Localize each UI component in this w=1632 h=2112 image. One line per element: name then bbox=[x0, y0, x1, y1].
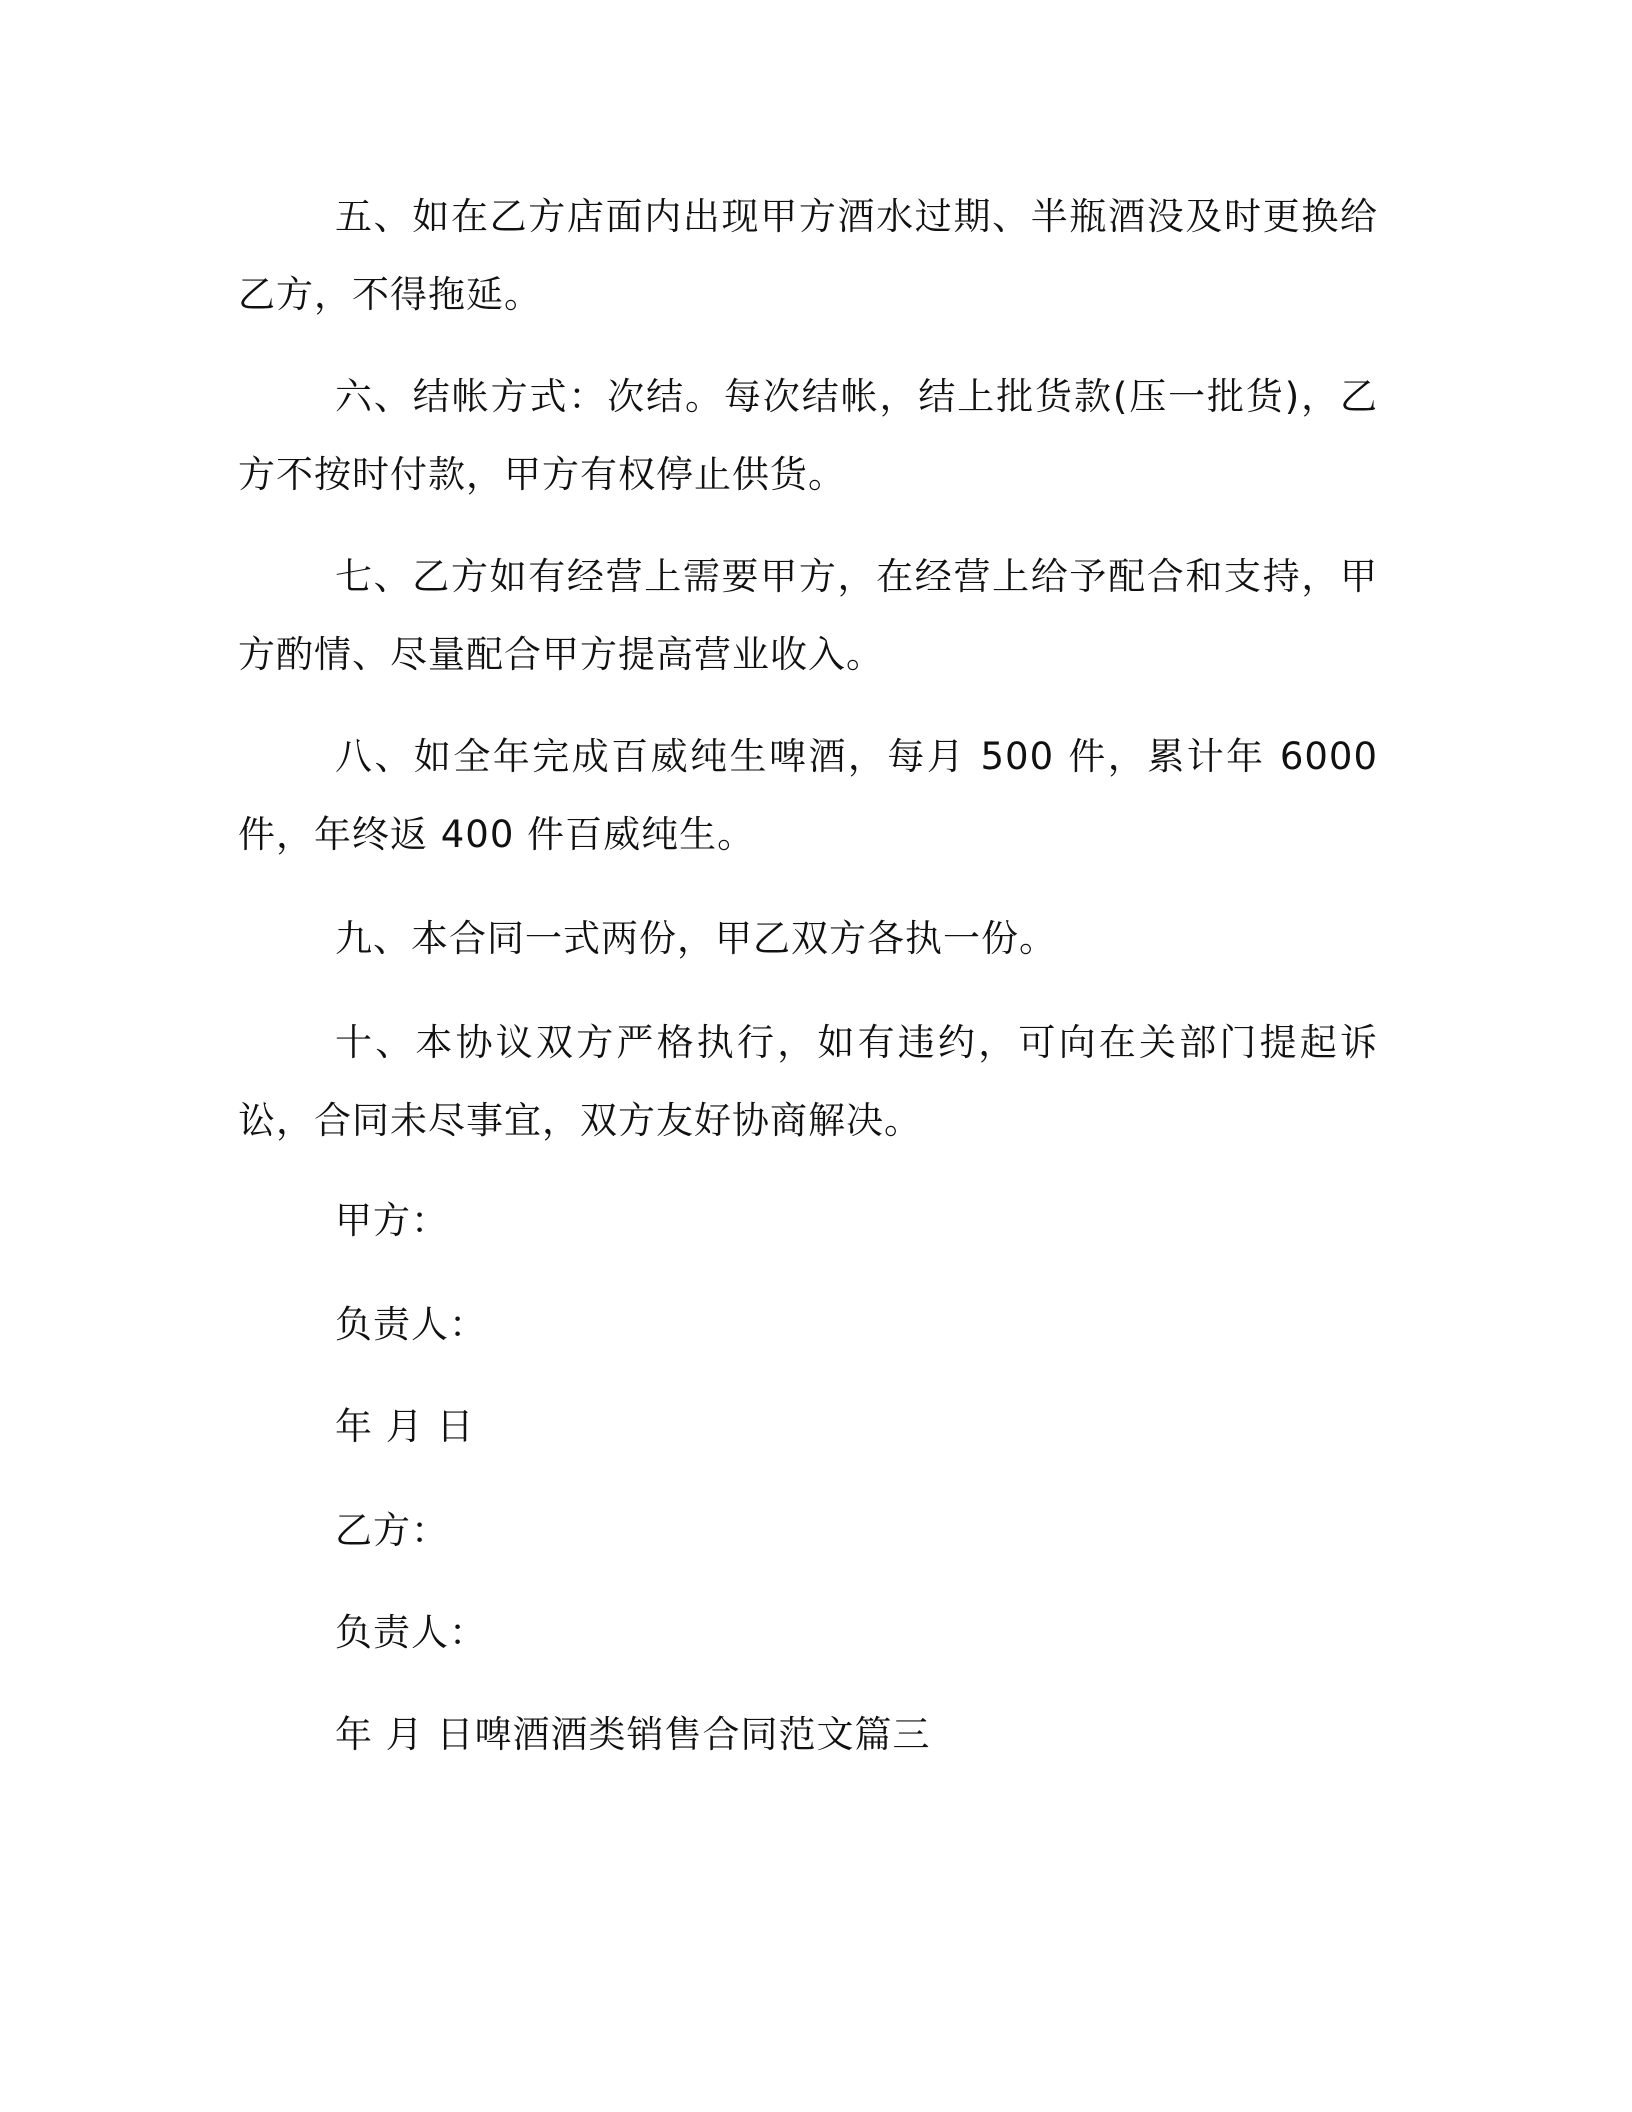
party-a-label: 甲方： bbox=[335, 1199, 449, 1242]
clause-7: 七、乙方如有经营上需要甲方，在经营上给予配合和支持，甲方酌情、尽量配合甲方提高营业收入。 bbox=[238, 555, 1378, 676]
clause-10: 十、本协议双方严格执行，如有违约，可向在关部门提起诉讼，合同未尽事宜，双方友好协商解决。 bbox=[238, 1021, 1378, 1142]
clause-9: 九、本合同一式两份，甲乙双方各执一份。 bbox=[335, 917, 1057, 960]
clause-8: 八、如全年完成百威纯生啤酒，每月 500 件，累计年 6000 件，年终返 400 件百威纯生。 bbox=[238, 735, 1378, 856]
party-a-date: 年 月 日 bbox=[335, 1405, 475, 1448]
party-b-date-and-next-title: 年 月 日啤酒酒类销售合同范文篇三 bbox=[335, 1713, 931, 1756]
party-a-person-label: 负责人： bbox=[335, 1303, 487, 1346]
clause-6: 六、结帐方式：次结。每次结帐，结上批货款(压一批货)，乙方不按时付款，甲方有权停止供货。 bbox=[238, 375, 1378, 496]
clause-5: 五、如在乙方店面内出现甲方酒水过期、半瓶酒没及时更换给乙方，不得拖延。 bbox=[238, 195, 1378, 316]
party-b-person-label: 负责人： bbox=[335, 1611, 487, 1654]
party-b-label: 乙方： bbox=[335, 1509, 449, 1552]
